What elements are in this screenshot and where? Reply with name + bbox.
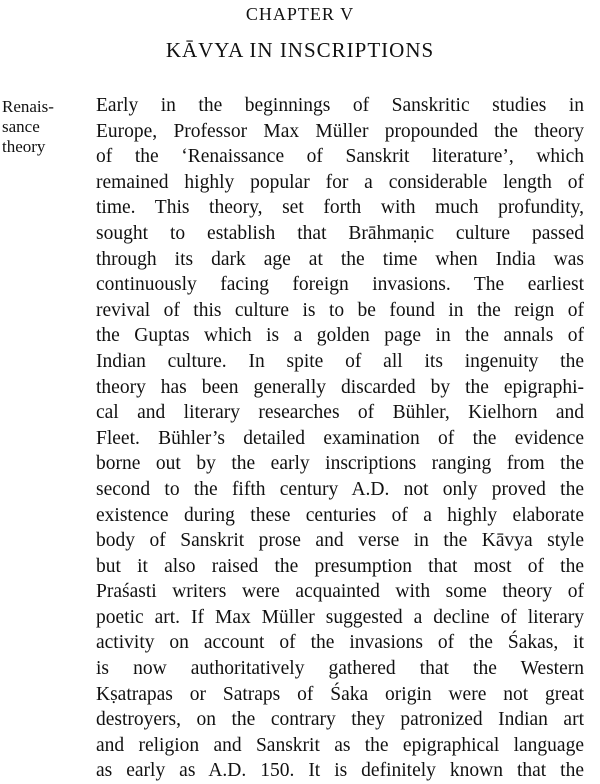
text-line: body of Sanskrit prose and verse in the Kāvya style [96, 530, 584, 552]
text-line: Europe, Professor Max Müller propounded the theory [96, 120, 584, 142]
text-line: sought to establish that Brāhmaṇic culture passed [96, 222, 584, 244]
text-line: of the ‘Renaissance of Sanskrit literature’, which [96, 146, 584, 168]
text-line: time. This theory, set forth with much profundity, [96, 197, 584, 219]
text-line: destroyers, on the contrary they patronized Indian art [96, 709, 584, 731]
text-line: revival of this culture is to be found in the reign of [96, 299, 584, 321]
margin-note [2, 97, 72, 157]
text-line: theory has been generally discarded by the epigraphi- [96, 376, 584, 398]
body-text [96, 93, 584, 784]
text-line: but it also raised the presumption that most of the [96, 555, 584, 577]
text-line: Indian culture. In spite of all its ingenuity the [96, 350, 584, 372]
text-line: borne out by the early inscriptions ranging from the [96, 453, 584, 475]
text-line: the Guptas which is a golden page in the annals of [96, 325, 584, 347]
text-line: continuously facing foreign invasions. The earliest [96, 274, 584, 296]
text-line: Early in the beginnings of Sanskritic studies in [96, 95, 584, 116]
margin-note-line: Renais- [2, 97, 54, 116]
text-line: existence during these centuries of a highly elaborate [96, 504, 584, 526]
chapter-heading: CHAPTER V [245, 4, 355, 24]
text-line: poetic art. If Max Müller suggested a decline of literary [96, 606, 584, 628]
text-line: activity on account of the invasions of the Śakas, it [96, 632, 584, 654]
text-line: through its dark age at the time when India was [96, 248, 584, 270]
chapter-title: KĀVYA IN INSCRIPTIONS [165, 38, 435, 62]
text-line: remained highly popular for a considerable length of [96, 171, 584, 193]
text-line: as early as A.D. 150. It is definitely known that the [96, 760, 584, 782]
text-line: Praśasti writers were acquainted with some theory of [96, 581, 584, 603]
text-line: second to the fifth century A.D. not only proved the [96, 478, 584, 500]
text-line: Fleet. Bühler’s detailed examination of the evidence [96, 427, 584, 449]
text-line: is now authoritatively gathered that the Western [96, 658, 584, 680]
text-line: and religion and Sanskrit as the epigraphical language [96, 734, 584, 756]
text-line: Kṣatrapas or Satraps of Śaka origin were not great [96, 683, 584, 705]
margin-note-line: theory [2, 137, 46, 156]
text-line: cal and literary researches of Bühler, Kielhorn and [96, 402, 584, 424]
margin-note-line: sance [2, 117, 40, 136]
